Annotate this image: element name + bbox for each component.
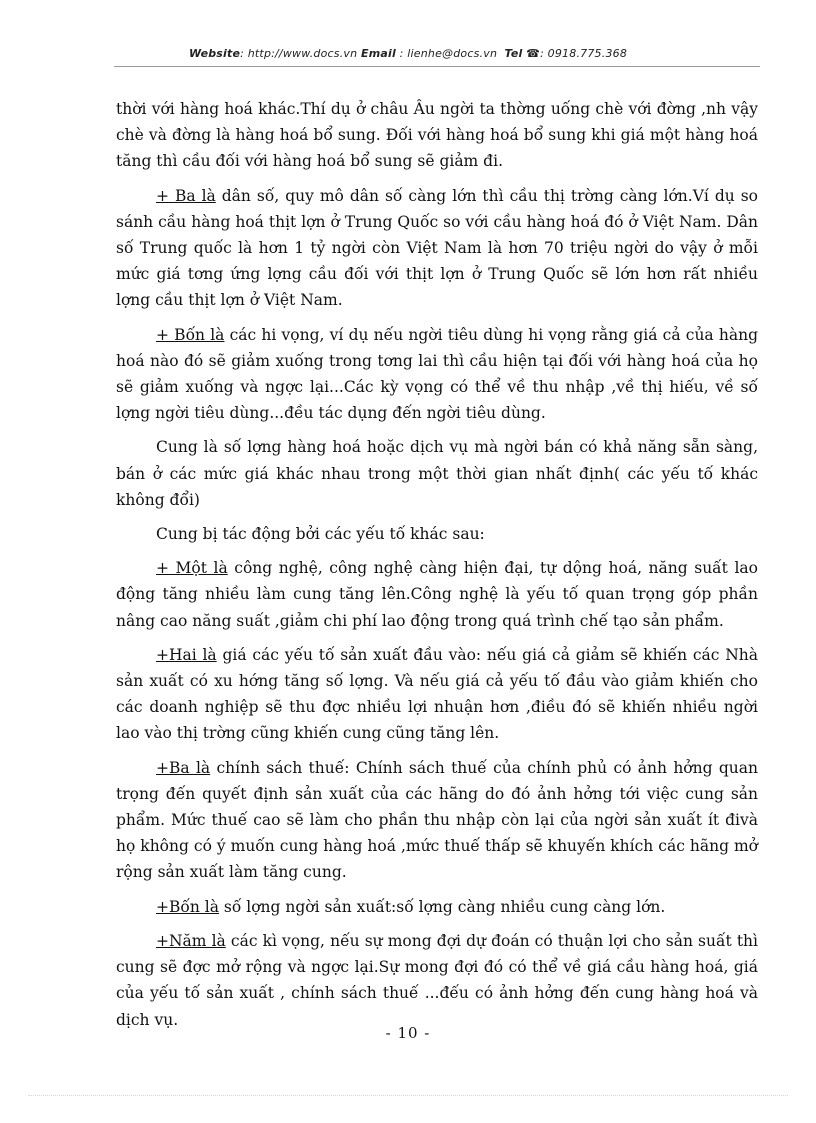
website-url: : http://www.docs.vn [240,47,358,60]
paragraph: thời với hàng hoá khác.Thí dụ ở châu Âu ngời ta thờng uống chè với đờng ,nh vậy chè và đờng là hàng hoá bổ sung. Đối với hàng hoá bổ sung khi giá một hàng hoá tăng thì cầu đối với hàng hoá bổ sung sẽ giảm đi. [116,100,758,171]
phone-icon: ☎ [526,47,541,60]
paragraph: Cung là số lợng hàng hoá hoặc dịch vụ mà ngời bán có khả năng sẵn sàng, bán ở các mức giá khác nhau trong một thời gian nhất định( các yếu tố khác không đổi) [116,438,758,509]
item-lead: +Hai là [156,645,217,664]
paragraph: +Bốn là số lợng ngời sản xuất:số lợng càng nhiều cung càng lớn. [156,897,666,916]
item-lead: + Bốn là [156,325,225,344]
paragraph: + Một là công nghệ, công nghệ càng hiện đại, tự dộng hoá, năng suất lao động tăng nhiều làm cung tăng lên.Công nghệ là yếu tố quan trọng góp phần nâng cao năng suất ,giảm chi phí lao động trong quá trình chế tạo sản phẩm. [116,559,758,630]
item-lead: + Một là [156,559,228,578]
paragraph: +Năm là các kì vọng, nếu sự mong đợi dự đoán có thuận lợi cho sản suất thì cung sẽ đợc mở rộng và ngợc lại.Sự mong đợi đó có thể về giá cầu hàng hoá, giá của yếu tố sản xuất , chính sách thuế ...đếu có ảnh hởng đến cung hàng hoá và dịch vụ. [116,931,758,1029]
tel-label: Tel [504,47,523,60]
item-lead: + Ba là [156,186,216,205]
item-lead: +Ba là [156,758,211,777]
item-lead: +Năm là [156,931,226,950]
paragraph: Cung bị tác động bởi các yếu tố khác sau: [156,525,485,544]
paragraph: +Hai là giá các yếu tố sản xuất đầu vào: nếu giá cả giảm sẽ khiến các Nhà sản xuất có xu hớng tăng số lợng. Và nếu giá cả yếu tố đầu vào giảm khiến cho các doanh nghiệp sẽ thu đợc nhiều lợi nhuận hơn ,điều đó sẽ khiến nhiều ngời lao vào thị trờng cũng khiến cung cũng tăng lên. [116,645,758,743]
paragraph: +Ba là chính sách thuế: Chính sách thuế của chính phủ có ảnh hởng quan trọng đến quyết định sản xuất của các hãng do đó ảnh hởng tới việc cung sản phẩm. Mức thuế cao sẽ làm cho phần thu nhập còn lại của ngời sản xuất ít đivà họ không có ý muốn cung hàng hoá ,mức thuế thấp sẽ khuyến khích các hãng mở rộng sản xuất làm tăng cung. [116,758,758,882]
paragraph: + Ba là dân số, quy mô dân số càng lớn thì cầu thị trờng càng lớn.Ví dụ so sánh cầu hàng hoá thịt lợn ở Trung Quốc so với cầu hàng hoá đó ở Việt Nam. Dân số Trung quốc là hơn 1 tỷ ngời còn Việt Nam là hơn 70 triệu ngời do vậy ở mỗi mức giá tơng ứng lợng cầu đối với thịt lợn ở Trung Quốc sẽ lớn hơn rất nhiều lợng cầu thịt lợn ở Việt Nam. [116,186,759,310]
email-address: : lienhe@docs.vn [395,47,498,60]
document-body [116,96,758,1041]
website-label: Website [188,47,241,60]
header-divider [114,66,760,67]
page-bottom-border [28,1095,788,1096]
email-label: Email [361,47,396,60]
page-header [0,47,816,60]
tel-number: : 0918.775.368 [540,47,628,60]
item-lead: +Bốn là [156,897,219,916]
paragraph: + Bốn là các hi vọng, ví dụ nếu ngời tiêu dùng hi vọng rằng giá cả của hàng hoá nào đó sẽ giảm xuống trong tơng lai thì cầu hiện tại đối với hàng hoá của họ sẽ giảm xuống và ngợc lại...Các kỳ vọng có thể về thu nhập ,về thị hiếu, về số lợng ngời tiêu dùng...đều tác dụng đến ngời tiêu dùng. [116,325,758,423]
page-number: - 10 - [385,1024,431,1042]
